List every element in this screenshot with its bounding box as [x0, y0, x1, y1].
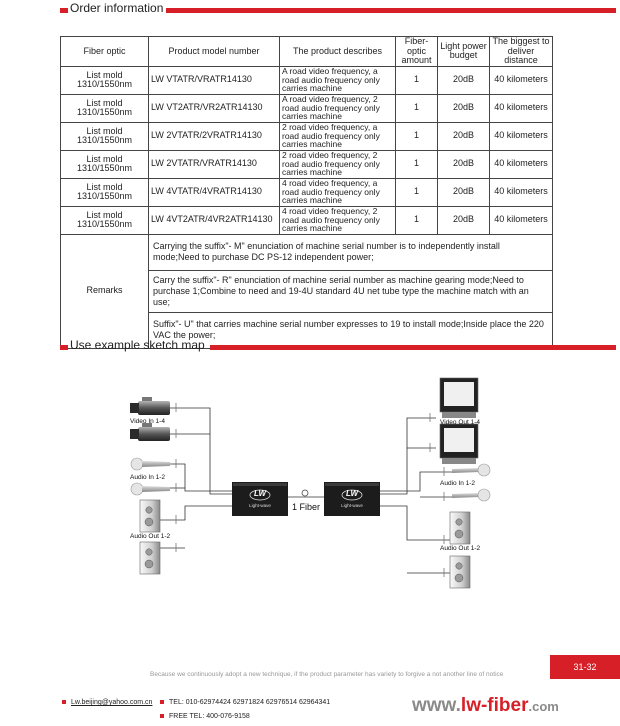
cell-fiber: List mold 1310/1550nm: [61, 206, 149, 234]
camera-icon: [130, 397, 170, 415]
remark-text: Carrying the suffix"- M" enunciation of machine serial number is to independently install mode;Need to purchase DC PS-12 independent power;: [149, 234, 553, 270]
cell-model: LW VTATR/VRATR14130: [149, 66, 280, 94]
cell-amount: 1: [396, 66, 438, 94]
cell-amount: 1: [396, 150, 438, 178]
receiver-logo: LW: [346, 489, 358, 498]
brand-url[interactable]: [412, 695, 559, 717]
cell-model: LW VT2ATR/VR2ATR14130: [149, 94, 280, 122]
cell-power: 20dB: [438, 206, 490, 234]
fiber-label: 1 Fiber: [292, 502, 321, 512]
tel-line: [160, 699, 330, 706]
order-info-title: Order information: [70, 1, 164, 15]
audio-in-label-right: Audio In 1-2: [440, 480, 476, 487]
cell-fiber: List mold 1310/1550nm: [61, 178, 149, 206]
speaker-icon: [450, 512, 470, 544]
audio-out-label-right: Audio Out 1-2: [440, 545, 481, 552]
cell-desc: 4 road video frequency, 2 road audio frequency only carries machine: [280, 206, 396, 234]
cell-fiber: List mold 1310/1550nm: [61, 150, 149, 178]
monitor-icon: [440, 378, 478, 418]
col-header-amount: Fiber-optic amount: [396, 37, 438, 67]
free-tel-text: FREE TEL: 400-076-9158: [169, 713, 250, 720]
cell-fiber: List mold 1310/1550nm: [61, 94, 149, 122]
microphone-icon: [131, 483, 170, 495]
remark-text: Suffix"- U" that carries machine serial number expresses to 19 to install mode;Inside place the 220 VAC the power;: [149, 312, 553, 348]
audio-in-label: Audio In 1-2: [130, 474, 166, 481]
col-header-model: Product model number: [149, 37, 280, 67]
video-out-label: Video Out 1-4: [440, 419, 480, 426]
cell-distance: 40 kilometers: [490, 178, 553, 206]
brand-suffix: .com: [528, 699, 559, 714]
audio-out-label-left: Audio Out 1-2: [130, 533, 171, 540]
sketch-map-title: Use example sketch map: [70, 338, 205, 352]
cell-desc: 2 road video frequency, a road audio frequency only carries machine: [280, 122, 396, 150]
transmitter-sublabel: Light-wave: [249, 503, 271, 508]
cell-model: LW 4VTATR/4VRATR14130: [149, 178, 280, 206]
col-header-distance: The biggest to deliver distance: [490, 37, 553, 67]
col-header-desc: The product describes: [280, 37, 396, 67]
receiver-sublabel: Light-wave: [341, 503, 363, 508]
cell-distance: 40 kilometers: [490, 94, 553, 122]
monitor-icon: [440, 424, 478, 464]
transmitter-device: [232, 482, 288, 516]
remark-text: Carry the suffix"- R" enunciation of machine serial number as machine gearing mode;Need to purchase 1;Combine to need and 19-4U standard 4U net tube type the machine match with an use;: [149, 270, 553, 312]
receiver-device: [324, 482, 380, 516]
bullet-square-icon: [62, 700, 66, 704]
transmitter-logo: LW: [254, 489, 266, 498]
cell-model: LW 4VT2ATR/4VR2ATR14130: [149, 206, 280, 234]
free-tel-line: [160, 713, 250, 720]
cell-power: 20dB: [438, 94, 490, 122]
cell-distance: 40 kilometers: [490, 206, 553, 234]
brand-prefix: www.: [412, 695, 461, 716]
cell-desc: 2 road video frequency, 2 road audio frequency only carries machine: [280, 150, 396, 178]
cell-power: 20dB: [438, 66, 490, 94]
microphone-icon: [452, 489, 490, 501]
video-in-label: Video In 1-4: [130, 418, 165, 425]
brand-main: lw-fiber: [460, 695, 529, 716]
connector-marks: [176, 403, 444, 577]
cell-desc: A road video frequency, a road audio frequency only carries machine: [280, 66, 396, 94]
speaker-icon: [450, 556, 470, 588]
cell-amount: 1: [396, 94, 438, 122]
cell-fiber: List mold 1310/1550nm: [61, 66, 149, 94]
cell-distance: 40 kilometers: [490, 122, 553, 150]
microphone-icon: [452, 464, 490, 476]
cell-desc: A road video frequency, 2 road audio frequency only carries machine: [280, 94, 396, 122]
bullet-square-icon: [160, 700, 164, 704]
col-header-power: Light power budget: [438, 37, 490, 67]
cell-power: 20dB: [438, 150, 490, 178]
cell-power: 20dB: [438, 178, 490, 206]
footer-notice: Because we continuously adopt a new technique, if the product parameter has variety to forgive a not another line of notice: [150, 671, 504, 678]
tel-text: TEL: 010-62974424 62971824 62976514 62964341: [169, 699, 331, 706]
camera-icon: [130, 423, 170, 441]
microphone-icon: [131, 458, 170, 470]
cell-fiber: List mold 1310/1550nm: [61, 122, 149, 150]
col-header-fiber: Fiber optic: [61, 37, 149, 67]
fiber-connector: [302, 490, 308, 496]
cell-model: LW 2VTATR/VRATR14130: [149, 150, 280, 178]
page-number: 31-32: [550, 655, 620, 679]
cell-distance: 40 kilometers: [490, 150, 553, 178]
speaker-icon: [140, 542, 160, 574]
cell-model: LW 2VTATR/2VRATR14130: [149, 122, 280, 150]
cell-amount: 1: [396, 122, 438, 150]
cell-amount: 1: [396, 178, 438, 206]
cell-distance: 40 kilometers: [490, 66, 553, 94]
bullet-square-icon: [160, 714, 164, 718]
email-line: [62, 699, 152, 706]
cell-desc: 4 road video frequency, a road audio frequency only carries machine: [280, 178, 396, 206]
cell-power: 20dB: [438, 122, 490, 150]
email-link[interactable]: Lw.beijing@yahoo.com.cn: [71, 699, 153, 706]
cell-amount: 1: [396, 206, 438, 234]
speaker-icon: [140, 500, 160, 532]
remarks-label: Remarks: [61, 234, 149, 348]
